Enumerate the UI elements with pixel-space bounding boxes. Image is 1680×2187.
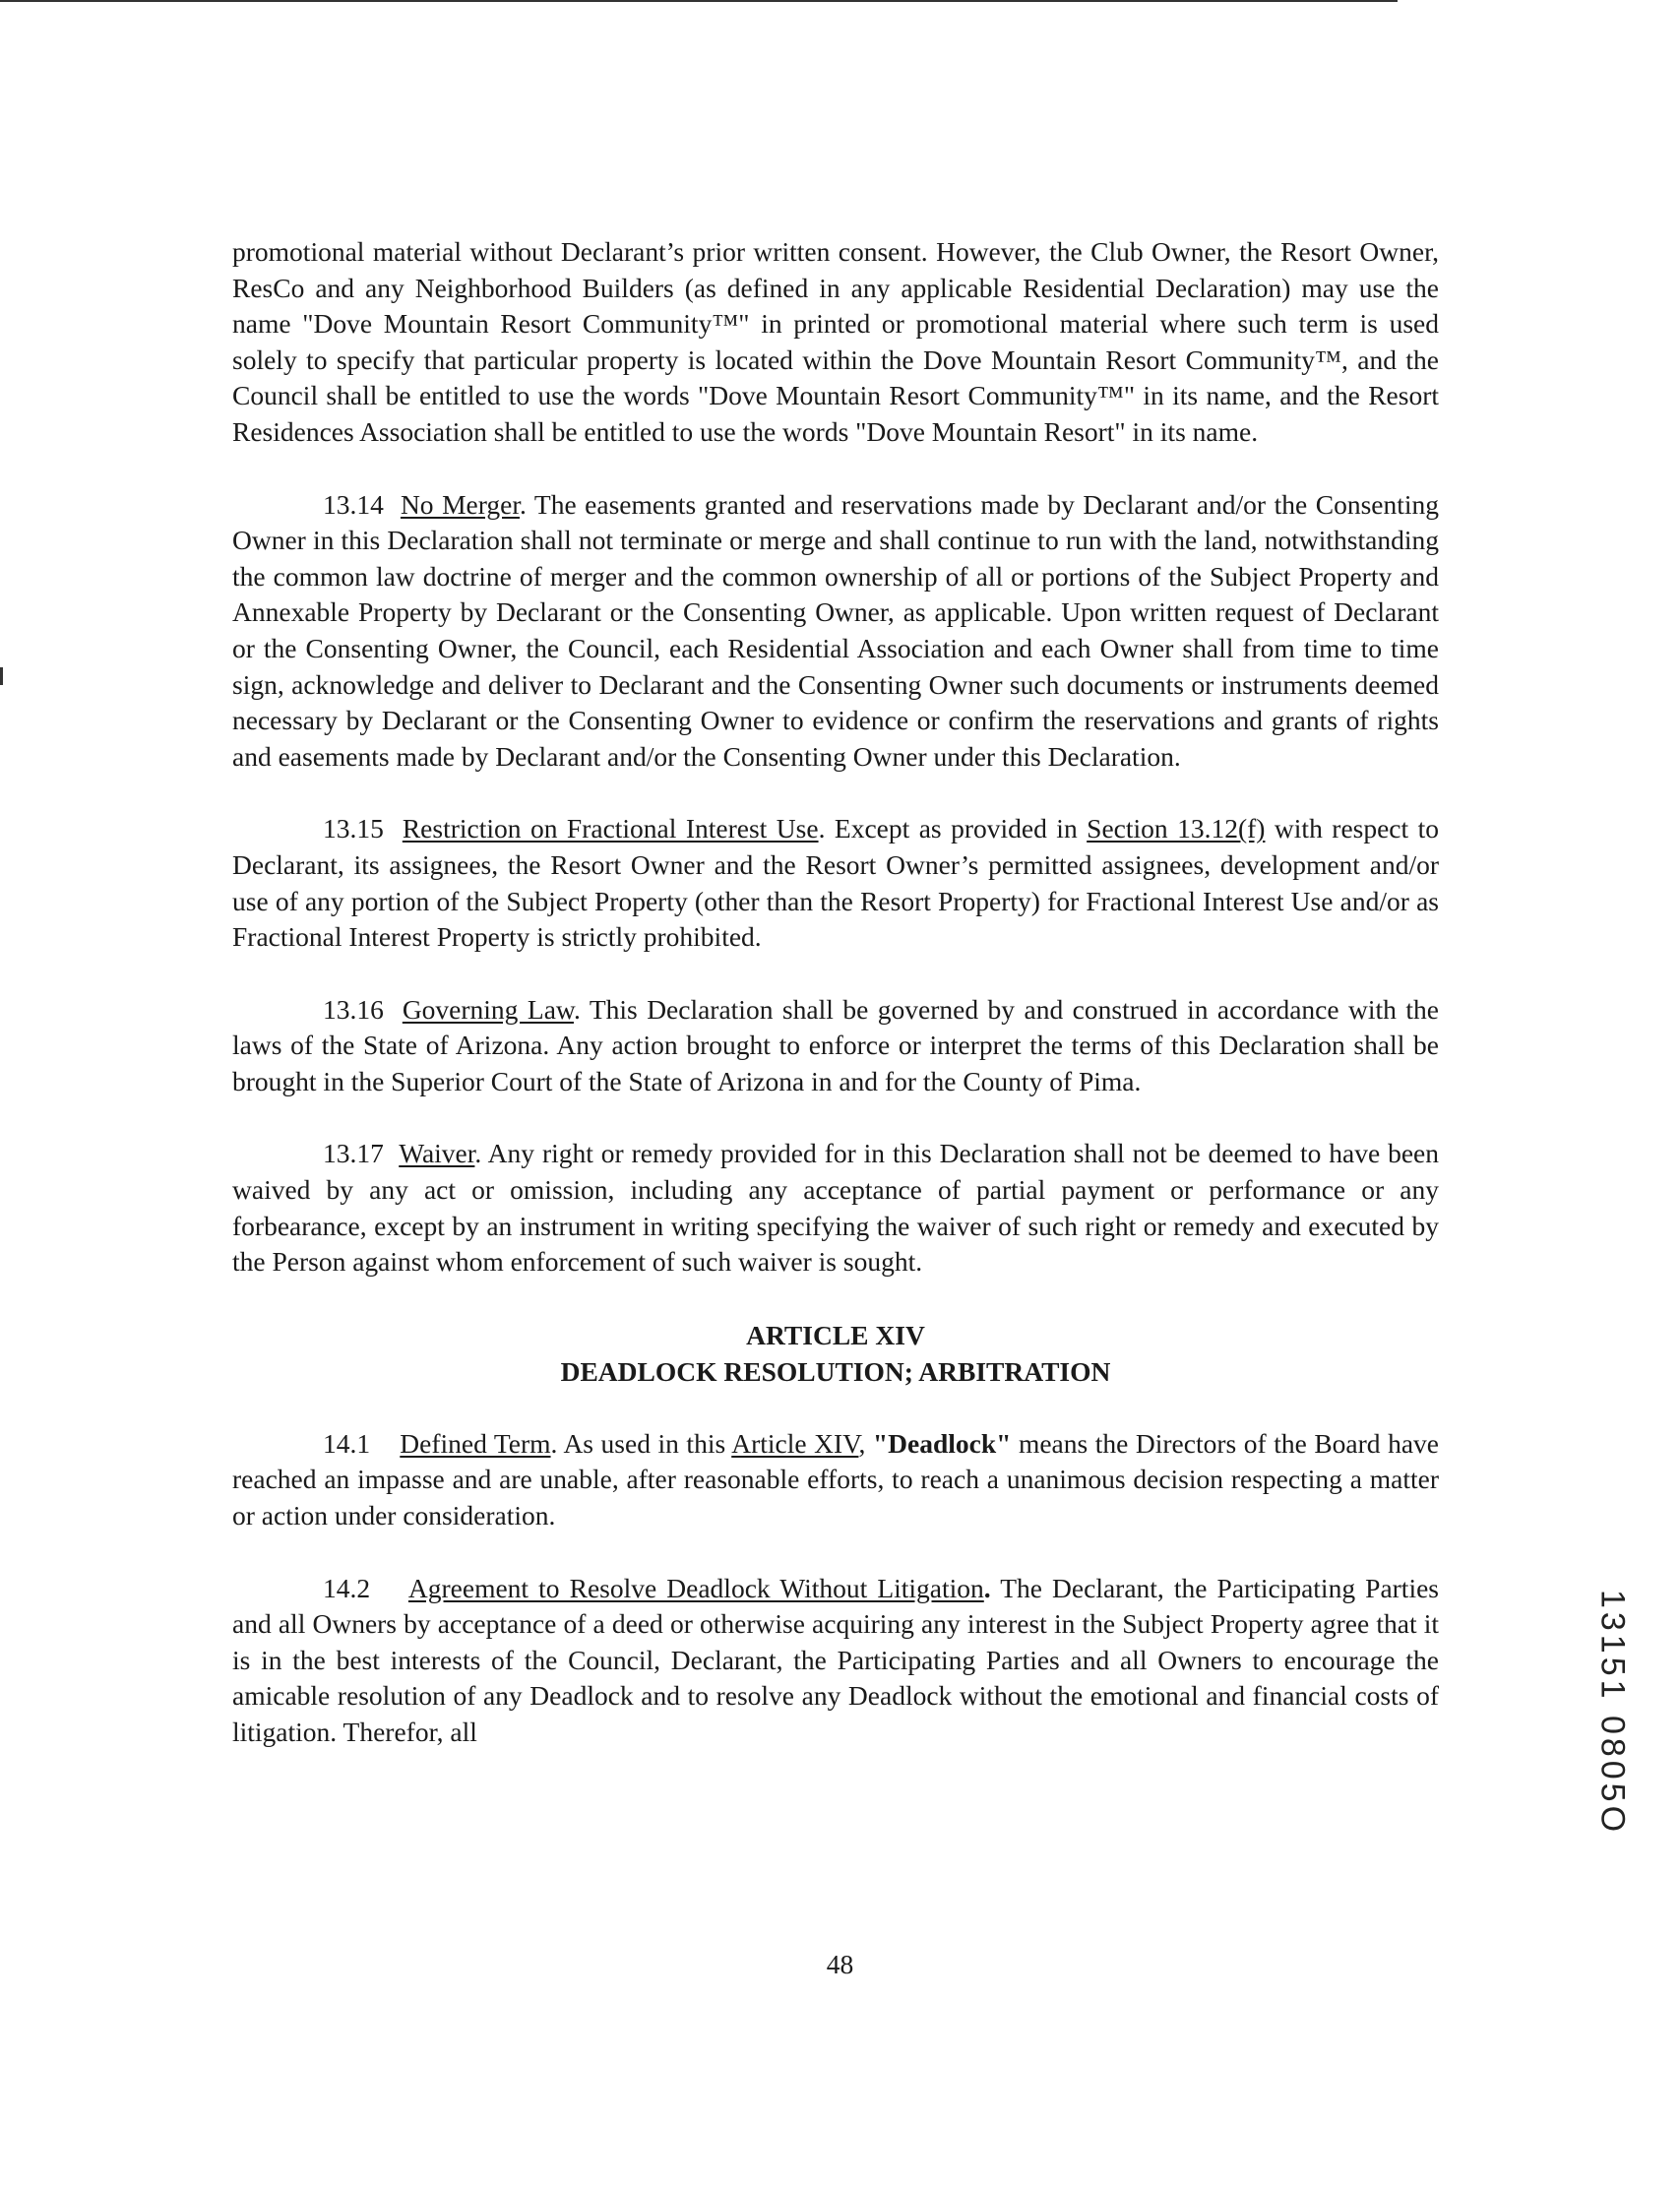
scan-edge-top <box>0 0 1398 2</box>
section-number: 13.16 <box>323 993 384 1025</box>
recording-stamp <box>1592 1585 1632 1841</box>
section-14-2 <box>232 1571 1439 1751</box>
section-title: No Merger <box>400 488 520 520</box>
section-number: 13.17 <box>323 1138 384 1169</box>
section-reference: Section 13.12(f) <box>1087 813 1266 844</box>
page-number: 48 <box>826 1949 854 1979</box>
defined-term: "Deadlock" <box>872 1427 1012 1459</box>
page-content <box>232 234 1439 1787</box>
section-body: The Declarant, the Participating Parties and all Owners by acceptance of a deed or otherwise acquiring any interest in the Subject Property agree that it is in the best interests of the Council, Declarant, the Participating Parties and all Owners to encourage the amicable resolution of any Deadlock and to resolve any Deadlock without the emotional and financial costs of litigation. Therefor, all <box>232 1572 1439 1747</box>
article-title: DEADLOCK RESOLUTION; ARBITRATION <box>560 1355 1111 1387</box>
section-title: Defined Term <box>400 1427 551 1459</box>
section-14-1 <box>232 1426 1439 1534</box>
section-body: , <box>858 1427 873 1459</box>
section-body: . Except as provided in <box>818 813 1088 844</box>
scan-edge-left <box>0 667 3 685</box>
section-13-17 <box>232 1136 1439 1280</box>
section-number: 13.14 <box>323 488 384 520</box>
section-number: 14.2 <box>323 1572 371 1603</box>
section-13-14 <box>232 487 1439 776</box>
section-number: 14.1 <box>323 1427 371 1459</box>
section-13-16 <box>232 992 1439 1100</box>
article-heading <box>232 1317 1439 1390</box>
section-title: Restriction on Fractional Interest Use <box>402 813 819 844</box>
section-body: means the Directors of the Board have reached an impasse and are unable, after reasonable efforts, to reach a unanimous decision respecting a matter or action under consideration. <box>232 1427 1439 1531</box>
section-body: . This Declaration shall be governed by and construed in accordance with the laws of the State of Arizona. Any action brought to enforce or interpret the terms of this Declaration shall be brought in the Superior Court of the State of Arizona in and for the County of Pima. <box>232 993 1439 1096</box>
section-number: 13.15 <box>323 813 384 844</box>
section-body: . Any right or remedy provided for in this Declaration shall not be deemed to have been waived by any act or omission, including any acceptance of partial payment or performance or any forbearance, except by an instrument in writing specifying the waiver of such right or remedy and executed by the Person against whom enforcement of such waiver is sought. <box>232 1138 1439 1278</box>
section-body: with respect to Declarant, its assignees, the Resort Owner and the Resort Owner’s permitted assignees, development and/or use of any portion of the Subject Property (other than the Resort Property) for Fractional Interest Use and/or as Fractional Interest Property is strictly prohibited. <box>232 813 1440 953</box>
recording-stamp-text: 13151 0805O <box>1593 1589 1632 1837</box>
section-body: . The easements granted and reservations made by Declarant and/or the Consenting Owner in this Declaration shall not terminate or merge and shall continue to run with the land, notwithstanding the common law doctrine of merger and the common ownership of all or portions of the Subject Property and Annexable Property by Declarant or the Consenting Owner, as applicable. Upon written request of Declarant or the Consenting Owner, the Council, each Residential Association and each Owner shall from time to time sign, acknowledge and deliver to Declarant and the Consenting Owner such documents or instruments deemed necessary by Declarant or the Consenting Owner to evidence or confirm the reservations and grants of rights and easements made by Declarant and/or the Consenting Owner under this Declaration. <box>232 488 1440 772</box>
section-title-period: . <box>983 1572 991 1603</box>
section-reference: Article XIV <box>731 1427 859 1459</box>
section-13-15 <box>232 811 1439 955</box>
section-title: Agreement to Resolve Deadlock Without Litigation <box>407 1572 984 1603</box>
paragraph-continuation: promotional material without Declarant’s prior written consent. However, the Club Owner, the Resort Owner, ResCo and any Neighborhood Builders (as defined in any applicable Residential Declaration) may use the name "Dove Mountain Resort Community™" in printed or promotional material where such term is used solely to specify that particular property is located within the Dove Mountain Resort Community™, and the Council shall be entitled to use the words "Dove Mountain Resort Community™" in its name, and the Resort Residences Association shall be entitled to use the words "Dove Mountain Resort" in its name. <box>232 236 1439 447</box>
article-number: ARTICLE XIV <box>746 1319 925 1350</box>
section-title: Waiver <box>399 1138 475 1169</box>
section-title: Governing Law <box>402 993 574 1025</box>
section-body: . As used in this <box>550 1427 732 1459</box>
